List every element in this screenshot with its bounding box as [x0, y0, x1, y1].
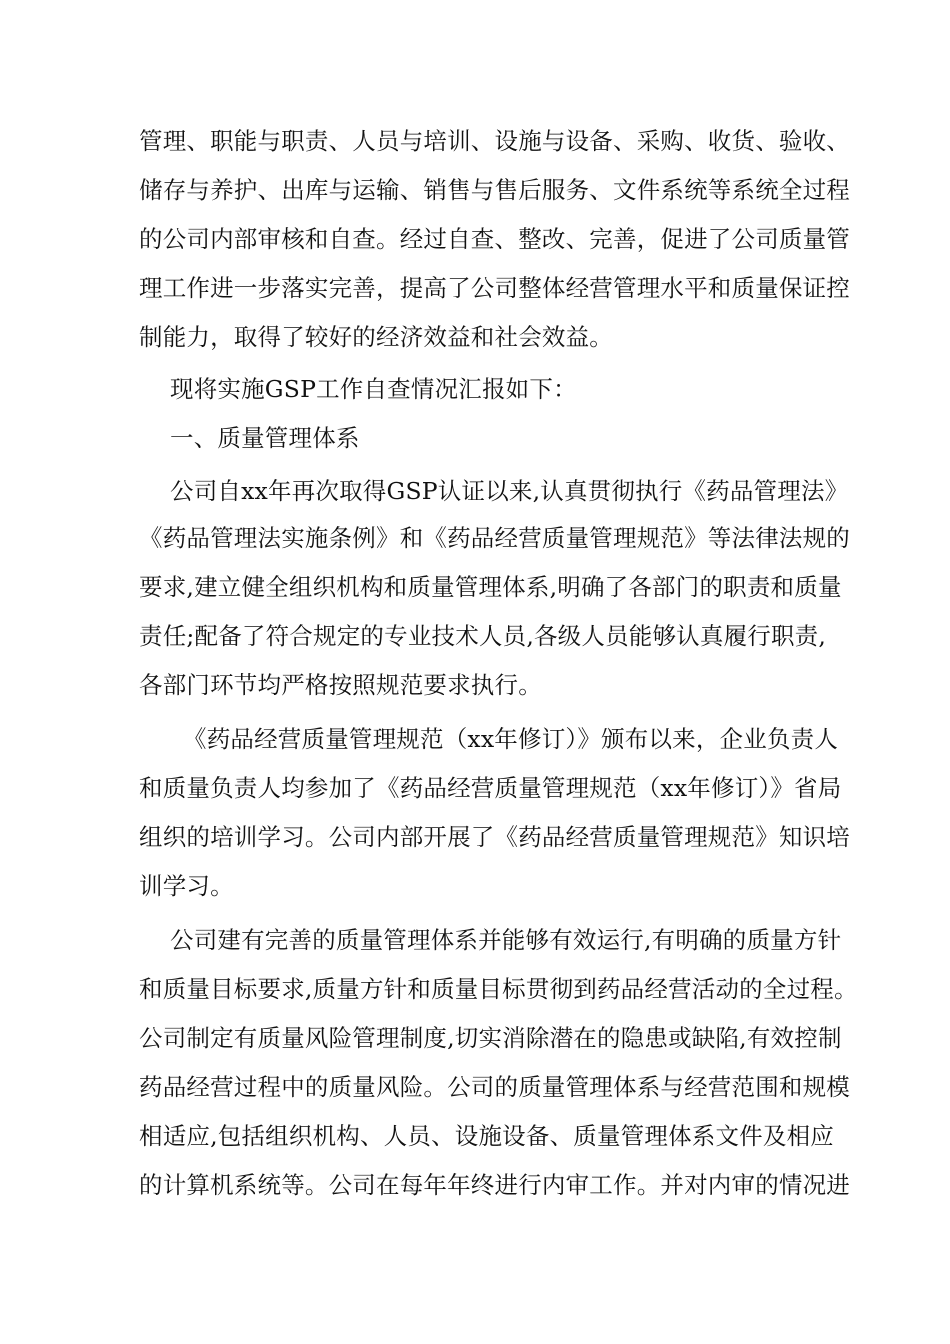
- intro-line-1: 管理、职能与职责、人员与培训、设施与设备、采购、收货、验收、: [139, 127, 850, 155]
- intro-line-5: 制能力，取得了较好的经济效益和社会效益。: [139, 323, 613, 351]
- certification-line-3: 要求,建立健全组织机构和质量管理体系,明确了各部门的职责和质量: [139, 573, 842, 601]
- training-line-4: 训学习。: [139, 872, 234, 900]
- quality-system-line-3: 公司制定有质量风险管理制度,切实消除潜在的隐患或缺陷,有效控制: [139, 1024, 842, 1052]
- quality-system-line-2: 和质量目标要求,质量方针和质量目标贯彻到药品经营活动的全过程。: [139, 975, 858, 1003]
- report-intro-line: 现将实施GSP工作自查情况汇报如下：: [170, 375, 577, 403]
- quality-system-line-5: 相适应,包括组织机构、人员、设施设备、质量管理体系文件及相应: [139, 1122, 834, 1150]
- intro-line-2: 储存与养护、出库与运输、销售与售后服务、文件系统等系统全过程: [139, 176, 850, 204]
- intro-line-3: 的公司内部审核和自查。经过自查、整改、完善，促进了公司质量管: [139, 225, 850, 253]
- training-line-2: 和质量负责人均参加了《药品经营质量管理规范（xx年修订）》省局: [139, 774, 842, 802]
- training-line-3: 组织的培训学习。公司内部开展了《药品经营质量管理规范》知识培: [139, 823, 850, 851]
- certification-line-4: 责任;配备了符合规定的专业技术人员,各级人员能够认真履行职责,: [139, 622, 827, 650]
- section-heading: 一、质量管理体系: [170, 424, 360, 452]
- certification-line-1: 公司自xx年再次取得GSP认证以来,认真贯彻执行《药品管理法》: [170, 477, 849, 505]
- quality-system-line-6: 的计算机系统等。公司在每年年终进行内审工作。并对内审的情况进: [139, 1171, 850, 1199]
- quality-system-line-1: 公司建有完善的质量管理体系并能够有效运行,有明确的质量方针: [170, 926, 842, 954]
- training-line-1: 《药品经营质量管理规范（xx年修订）》颁布以来，企业负责人: [183, 725, 839, 753]
- certification-line-2: 《药品管理法实施条例》和《药品经营质量管理规范》等法律法规的: [139, 524, 850, 552]
- certification-line-5: 各部门环节均严格按照规范要求执行。: [139, 671, 542, 699]
- quality-system-line-4: 药品经营过程中的质量风险。公司的质量管理体系与经营范围和规模: [139, 1073, 850, 1101]
- intro-line-4: 理工作进一步落实完善，提高了公司整体经营管理水平和质量保证控: [139, 274, 850, 302]
